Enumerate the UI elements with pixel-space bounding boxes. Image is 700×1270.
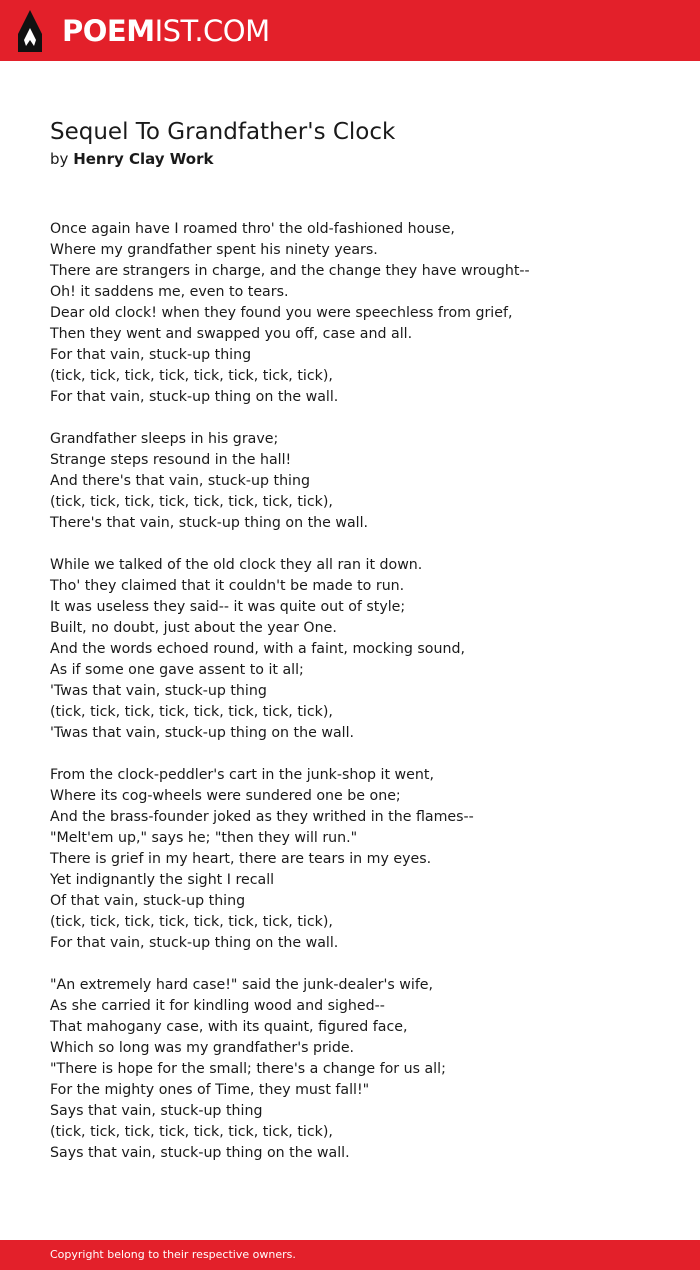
poem-line: For that vain, stuck-up thing on the wall.	[50, 935, 339, 951]
poem-line: And the words echoed round, with a faint, mocking sound,	[50, 641, 465, 657]
stanza	[50, 219, 670, 408]
poem-line: From the clock-peddler's cart in the junk-shop it went,	[50, 767, 434, 783]
poem-line: Once again have I roamed thro' the old-fashioned house,	[50, 221, 455, 237]
poem-line: Built, no doubt, just about the year One.	[50, 620, 337, 636]
poem-line: (tick, tick, tick, tick, tick, tick, tick, tick),	[50, 704, 333, 720]
poem-line: Of that vain, stuck-up thing	[50, 893, 246, 909]
poem-line: There is grief in my heart, there are tears in my eyes.	[50, 851, 432, 867]
poem-line: For the mighty ones of Time, they must fall!"	[50, 1082, 370, 1098]
by-label: by	[50, 150, 69, 168]
poem-line: Which so long was my grandfather's pride.	[50, 1040, 355, 1056]
poem-line: There's that vain, stuck-up thing on the wall.	[50, 515, 369, 531]
poem-line: Tho' they claimed that it couldn't be made to run.	[50, 578, 405, 594]
site-footer	[0, 1240, 700, 1270]
poem-line: Yet indignantly the sight I recall	[50, 872, 275, 888]
stanza	[50, 975, 670, 1164]
poem-line: (tick, tick, tick, tick, tick, tick, tick, tick),	[50, 914, 333, 930]
poem-line: (tick, tick, tick, tick, tick, tick, tick, tick),	[50, 494, 333, 510]
poem-line: And there's that vain, stuck-up thing	[50, 473, 310, 489]
poem-line: Where its cog-wheels were sundered one be one;	[50, 788, 401, 804]
poem-line: Where my grandfather spent his ninety years.	[50, 242, 378, 258]
site-header	[0, 0, 700, 61]
poem-line: For that vain, stuck-up thing on the wall.	[50, 389, 339, 405]
poem-line: "An extremely hard case!" said the junk-dealer's wife,	[50, 977, 434, 993]
poem-line: Grandfather sleeps in his grave;	[50, 431, 279, 447]
poem-line: Dear old clock! when they found you were speechless from grief,	[50, 305, 513, 321]
poem-line: Says that vain, stuck-up thing	[50, 1103, 263, 1119]
poem-line: As she carried it for kindling wood and sighed--	[50, 998, 385, 1014]
logo-text-bold: POEM	[62, 14, 155, 48]
poem-line: (tick, tick, tick, tick, tick, tick, tick, tick),	[50, 368, 333, 384]
poem-body	[50, 219, 670, 1185]
poem-line: For that vain, stuck-up thing	[50, 347, 252, 363]
poem-title: Sequel To Grandfather's Clock	[50, 119, 396, 145]
logo-text-light: IST.COM	[154, 14, 270, 48]
poem-line: 'Twas that vain, stuck-up thing on the wall.	[50, 725, 355, 741]
poem-line: Oh! it saddens me, even to tears.	[50, 284, 289, 300]
byline	[50, 149, 214, 169]
poem-line: There are strangers in charge, and the change they have wrought--	[50, 263, 530, 279]
poem-line: And the brass-founder joked as they writhed in the flames--	[50, 809, 474, 825]
poem-line: As if some one gave assent to it all;	[50, 662, 304, 678]
poem-line: It was useless they said-- it was quite out of style;	[50, 599, 406, 615]
pencil-icon[interactable]	[18, 10, 42, 52]
site-logo[interactable]	[62, 13, 270, 49]
poem-line: While we talked of the old clock they all ran it down.	[50, 557, 423, 573]
stanza	[50, 429, 670, 534]
author-name: Henry Clay Work	[73, 150, 214, 168]
poem-line: That mahogany case, with its quaint, figured face,	[50, 1019, 408, 1035]
stanza	[50, 555, 670, 744]
poem-line: Says that vain, stuck-up thing on the wall.	[50, 1145, 350, 1161]
poem-line: "Melt'em up," says he; "then they will run."	[50, 830, 358, 846]
poem-line: 'Twas that vain, stuck-up thing	[50, 683, 267, 699]
poem-line: Then they went and swapped you off, case and all.	[50, 326, 413, 342]
poem-line: "There is hope for the small; there's a change for us all;	[50, 1061, 446, 1077]
poem-line: Strange steps resound in the hall!	[50, 452, 292, 468]
poem-line: (tick, tick, tick, tick, tick, tick, tick, tick),	[50, 1124, 333, 1140]
stanza	[50, 765, 670, 954]
copyright-text: Copyright belong to their respective owners.	[50, 1248, 296, 1261]
